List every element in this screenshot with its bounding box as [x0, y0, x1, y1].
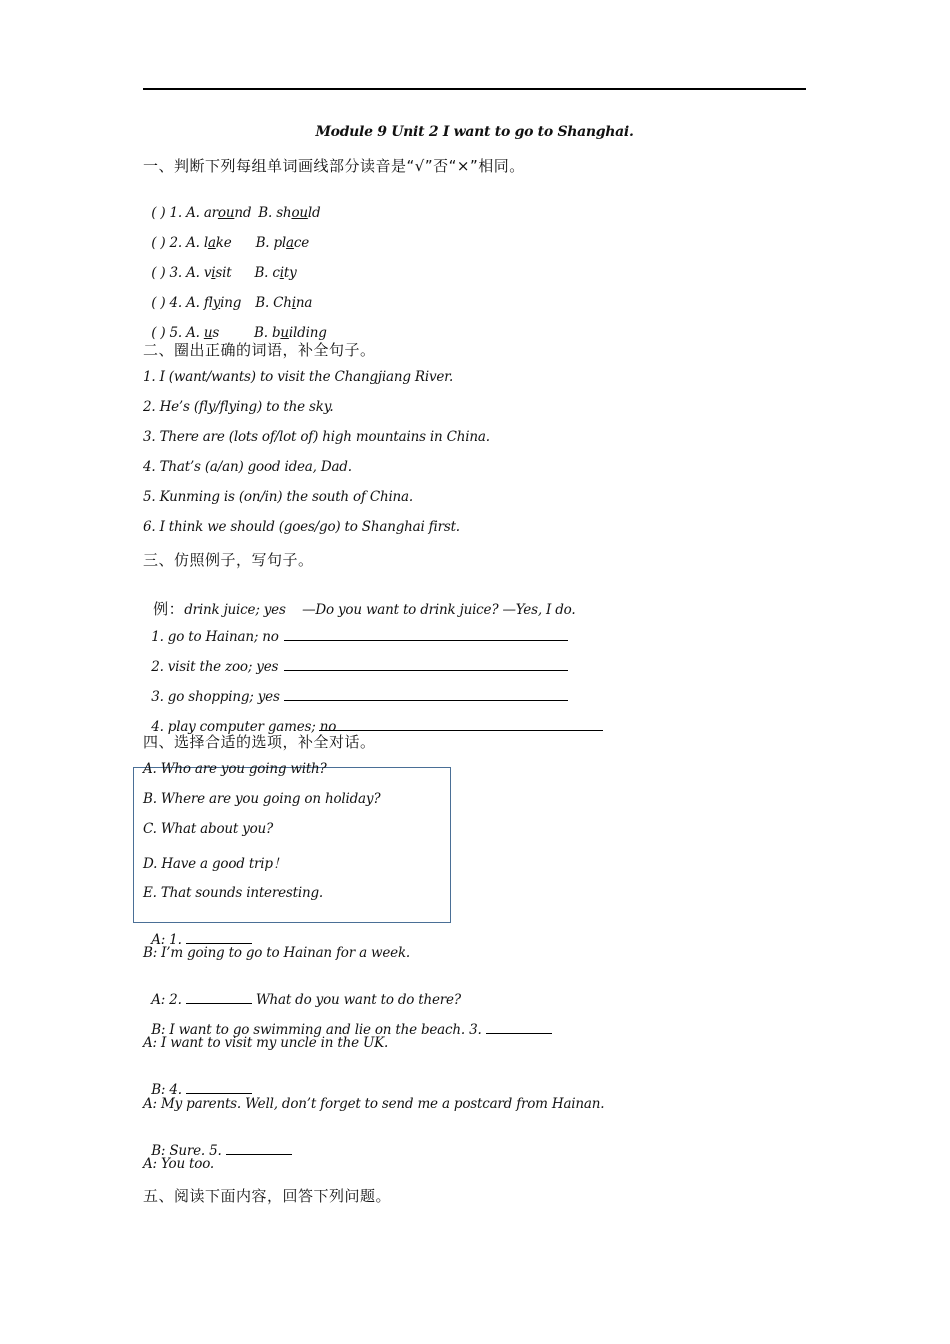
option-b-label: B.	[254, 325, 272, 341]
underlined-letters: a	[286, 235, 294, 251]
option-d: D. Have a good trip！	[143, 856, 287, 872]
dialogue-text: B: Sure. 5.	[151, 1143, 226, 1159]
item-prefix: ( ) 2. A.	[151, 235, 204, 251]
section4-heading: 四、选择合适的选项，补全对话。	[143, 733, 376, 751]
word-part: fl	[203, 295, 213, 311]
section1-item-4	[143, 279, 312, 311]
dialogue-line-4	[143, 1005, 552, 1038]
word-part: Ch	[273, 295, 292, 311]
prompt-text: 2. visit the zoo; yes	[151, 659, 279, 675]
section1-item-2	[143, 219, 309, 251]
answer-blank[interactable]	[319, 717, 603, 731]
section1-item-5	[143, 309, 327, 341]
section3-item-4	[143, 701, 603, 735]
page-title: Module 9 Unit 2 I want to go to Shanghai.	[315, 124, 634, 140]
word-part: na	[295, 295, 313, 311]
option-b-label: B.	[254, 265, 273, 281]
prompt-text: 3. go shopping; yes	[151, 689, 280, 705]
dialogue-line-6	[143, 1065, 252, 1098]
dialogue-line-7: A: My parents. Well, don’t forget to send me a postcard from Hainan.	[143, 1096, 605, 1112]
section3-item-3	[143, 671, 568, 705]
answer-blank[interactable]	[186, 1081, 252, 1094]
answer-blank[interactable]	[284, 687, 568, 701]
answer-blank[interactable]	[186, 991, 252, 1004]
dialogue-line-1	[143, 915, 252, 948]
section2-item-2: 2. He’s (fly/flying) to the sky.	[143, 399, 334, 415]
item-prefix: ( ) 1. A.	[151, 205, 204, 221]
option-b-label: B.	[255, 235, 274, 251]
word-part: v	[203, 265, 212, 281]
option-b-label: B.	[255, 295, 274, 311]
item-prefix: ( ) 4. A.	[151, 295, 204, 311]
word-part: ce	[293, 235, 310, 251]
underlined-letters: ou	[291, 205, 308, 221]
section2-item-1: 1. I (want/wants) to visit the Changjiang River.	[143, 369, 454, 385]
dialogue-text: B: I want to go swimming and lie on the beach. 3.	[151, 1022, 486, 1038]
section1-item-3	[143, 249, 297, 281]
section3-heading: 三、仿照例子，写句子。	[143, 551, 314, 569]
section2-item-5: 5. Kunming is (on/in) the south of China.	[143, 489, 413, 505]
header-rule	[143, 88, 806, 90]
underlined-letters: a	[207, 235, 216, 251]
example-text: drink juice; yes —Do you want to drink juice? —Yes, I do.	[184, 602, 576, 618]
word-part: ke	[215, 235, 232, 251]
answer-blank[interactable]	[284, 627, 568, 641]
section3-item-1	[143, 611, 568, 645]
item-prefix: ( ) 3. A.	[151, 265, 204, 281]
word-part: sit	[215, 265, 232, 281]
answer-blank[interactable]	[226, 1142, 292, 1155]
word-part: b	[271, 325, 281, 341]
underlined-letters: y	[212, 295, 221, 311]
option-c: C. What about you?	[143, 821, 274, 837]
dialogue-text: A: 2.	[151, 992, 186, 1008]
prompt-text: 4. play computer games; no	[151, 719, 337, 735]
word-part: ld	[307, 205, 321, 221]
underlined-letters: ou	[217, 205, 235, 221]
section1-item-1	[143, 189, 320, 221]
underlined-letters: u	[203, 325, 213, 341]
word-part: nd	[234, 205, 252, 221]
dialogue-text: What do you want to do there?	[251, 992, 461, 1008]
option-b: B. Where are you going on holiday?	[143, 791, 381, 807]
dialogue-line-8	[143, 1126, 292, 1159]
word-part: c	[272, 265, 280, 281]
prompt-text: 1. go to Hainan; no	[151, 629, 279, 645]
option-a: A. Who are you going with?	[143, 761, 327, 777]
dialogue-text: B: 4.	[151, 1082, 186, 1098]
dialogue-text: A: 1.	[151, 932, 186, 948]
section2-item-4: 4. That’s (a/an) good idea, Dad.	[143, 459, 352, 475]
word-part: l	[203, 235, 208, 251]
section2-item-6: 6. I think we should (goes/go) to Shanghai first.	[143, 519, 460, 535]
underlined-letters: i	[279, 265, 284, 281]
example-label: 例：	[153, 600, 185, 618]
section2-heading: 二、圈出正确的词语，补全句子。	[143, 341, 376, 359]
option-b-label: B.	[258, 205, 277, 221]
section1-heading: 一、判断下列每组单词画线部分读音是“√”否“×”相同。	[143, 157, 525, 175]
item-prefix: ( ) 5. A.	[151, 325, 204, 341]
section5-heading: 五、阅读下面内容，回答下列问题。	[143, 1187, 392, 1205]
dialogue-line-9: A: You too.	[143, 1156, 214, 1172]
answer-blank[interactable]	[486, 1021, 552, 1034]
section2-item-3: 3. There are (lots of/lot of) high mountains in China.	[143, 429, 490, 445]
word-part: sh	[276, 205, 292, 221]
dialogue-line-2: B: I’m going to go to Hainan for a week.	[143, 945, 411, 961]
word-part: ing	[220, 295, 242, 311]
dialogue-line-3	[143, 975, 461, 1008]
dialogue-line-5: A: I want to visit my uncle in the UK.	[143, 1035, 389, 1051]
word-part: s	[212, 325, 220, 341]
word-part: ilding	[288, 325, 327, 341]
word-part: ar	[203, 205, 218, 221]
word-part: ty	[283, 265, 297, 281]
underlined-letters: i	[291, 295, 296, 311]
underlined-letters: u	[280, 325, 289, 341]
answer-blank[interactable]	[284, 657, 568, 671]
option-e: E. That sounds interesting.	[143, 885, 323, 901]
word-part: pl	[273, 235, 287, 251]
section3-item-2	[143, 641, 568, 675]
answer-blank[interactable]	[186, 931, 252, 944]
underlined-letters: i	[211, 265, 216, 281]
